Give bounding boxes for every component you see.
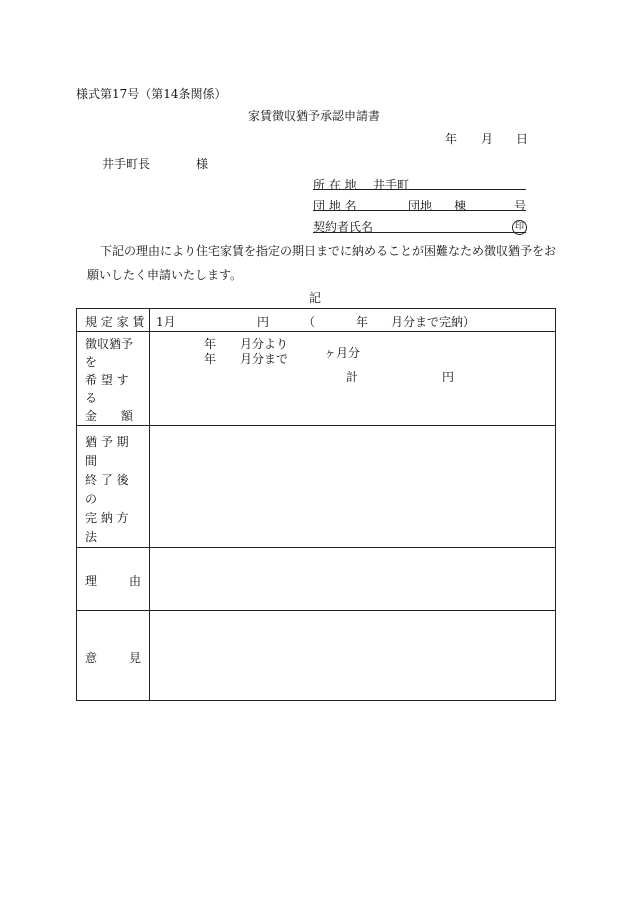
rent-label-cell	[77, 309, 150, 332]
seal-icon: 印	[512, 220, 527, 235]
ki-heading: 記	[309, 291, 322, 305]
deferral-amount-label-3: 金 額	[85, 409, 134, 423]
total-label: 計	[346, 370, 359, 384]
rent-label: 規 定 家 賃	[85, 315, 145, 329]
reason-value-cell[interactable]	[150, 548, 556, 611]
from-year: 年	[204, 337, 217, 351]
addressee-name: 井手町長	[102, 157, 151, 171]
rent-month-count: 1月	[156, 315, 176, 329]
opinion-row	[77, 611, 556, 701]
addressee-honorific: 様	[196, 157, 209, 171]
deferral-amount-row	[77, 332, 556, 426]
address-underline	[313, 189, 526, 190]
to-year: 年	[204, 352, 217, 366]
rent-row	[77, 309, 556, 332]
rent-paid-year: 年	[356, 315, 369, 329]
completion-method-label-3: 完 納 方 法	[85, 511, 129, 544]
deferral-amount-label-1: 徴収猶予を	[85, 337, 134, 369]
complex-suffix: 団地	[408, 199, 433, 213]
completion-method-label-1: 猶 予 期 間	[85, 435, 129, 468]
deferral-amount-label-2: 希 望 す る	[85, 373, 129, 405]
completion-method-label-cell	[77, 426, 150, 548]
reason-label-right: 由	[128, 574, 141, 588]
opinion-label-left: 意	[85, 651, 98, 665]
date-month-label: 月	[481, 132, 494, 146]
reason-label-left: 理	[85, 574, 98, 588]
rent-paid-until: 月分まで完納）	[391, 315, 476, 329]
completion-method-value-cell[interactable]	[150, 426, 556, 548]
opinion-label-right: 見	[128, 651, 141, 665]
rent-yen: 円	[257, 315, 270, 329]
rent-paren-open: （	[303, 315, 316, 329]
date-year-label: 年	[445, 132, 458, 146]
date-day-label: 日	[516, 132, 529, 146]
building-suffix: 棟	[454, 199, 467, 213]
address-label: 所 在 地	[313, 178, 357, 192]
completion-method-row	[77, 426, 556, 548]
body-text-line-1: 下記の理由により住宅家賃を指定の期日までに納めることが困難なため徴収猶予をお	[100, 244, 557, 258]
from-month: 月分より	[240, 337, 289, 351]
complex-underline	[313, 210, 526, 211]
opinion-label-cell	[77, 611, 150, 701]
name-underline	[313, 232, 526, 233]
opinion-value-cell[interactable]	[150, 611, 556, 701]
rent-value-cell[interactable]	[150, 309, 556, 332]
application-table	[76, 308, 556, 701]
unit-suffix: 号	[514, 199, 527, 213]
total-yen: 円	[442, 370, 455, 384]
reason-row	[77, 548, 556, 611]
reason-label-cell	[77, 548, 150, 611]
body-text-line-2: 願いしたく申請いたします。	[87, 268, 243, 282]
form-title: 家賃徴収猶予承認申請書	[248, 109, 381, 123]
address-value: 井手町	[373, 178, 410, 192]
to-month: 月分まで	[240, 352, 289, 366]
complex-label: 団 地 名	[313, 199, 357, 213]
completion-method-label-2: 終 了 後 の	[85, 473, 129, 506]
months-count: ヶ月分	[324, 346, 361, 360]
form-number: 様式第17号（第14条関係）	[76, 87, 227, 101]
deferral-amount-label-cell	[77, 332, 150, 426]
deferral-amount-value-cell[interactable]	[150, 332, 556, 426]
contract-holder-label: 契約者氏名	[313, 220, 374, 234]
